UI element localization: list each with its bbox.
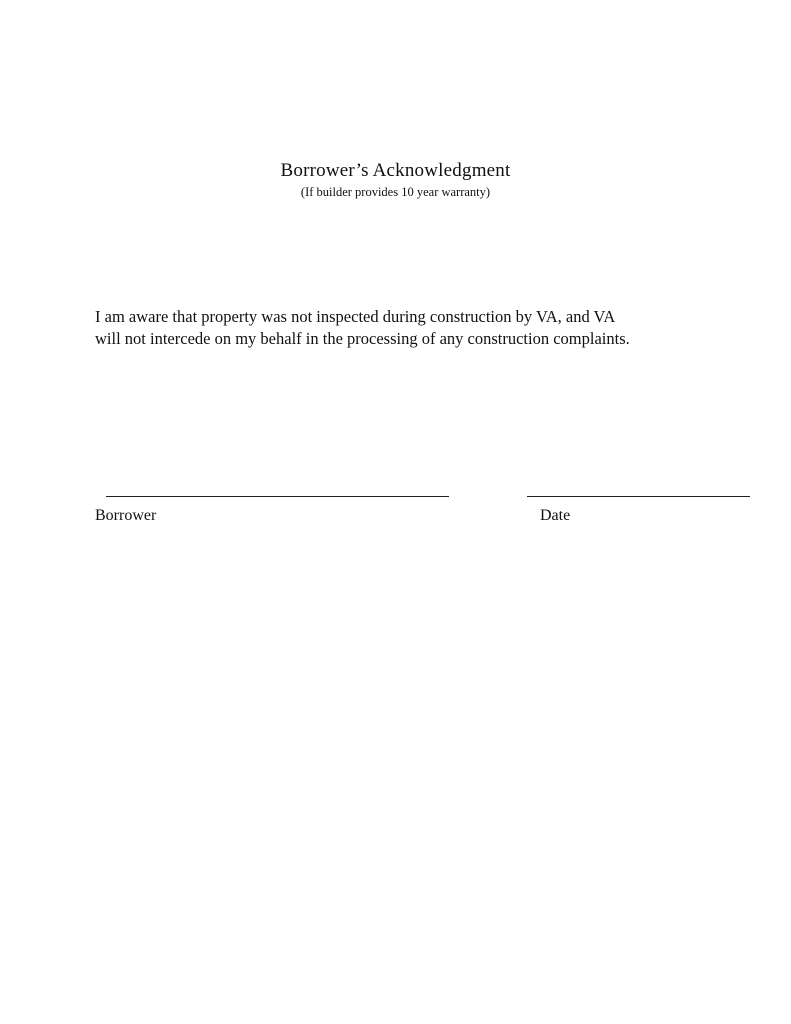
statement-line-2: will not intercede on my behalf in the processing of any construction complaints. [95,329,630,348]
page-title: Borrower’s Acknowledgment [280,160,511,181]
borrower-label: Borrower [95,507,157,524]
page-subtitle: (If builder provides 10 year warranty) [300,185,491,199]
statement-line-1: I am aware that property was not inspected during construction by VA, and VA [95,307,616,326]
borrower-signature-line[interactable] [106,496,449,497]
date-label: Date [540,507,571,524]
date-signature-line[interactable] [527,496,750,497]
acknowledgment-statement [95,306,715,350]
